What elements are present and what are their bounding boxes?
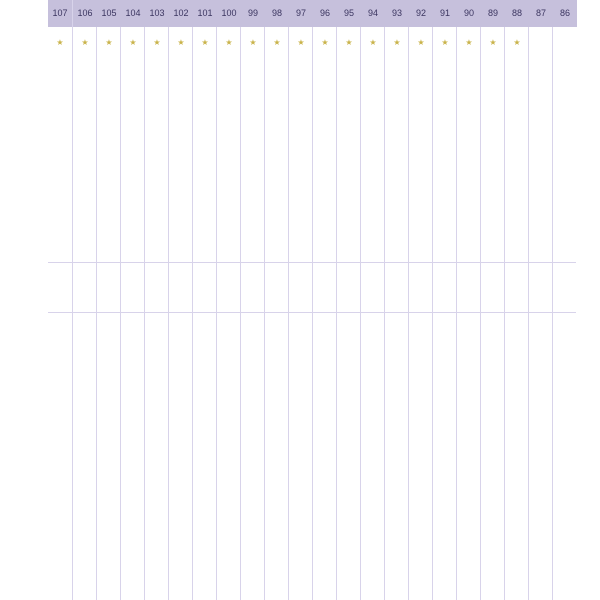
entry-number: 101 xyxy=(193,0,217,27)
example-text xyxy=(267,318,287,588)
example-text xyxy=(315,318,335,588)
rating-stars: ★ xyxy=(489,38,497,47)
idiom-text xyxy=(411,56,431,246)
idiom-column xyxy=(552,0,576,600)
entry-number: 88 xyxy=(505,0,529,27)
idiom-column xyxy=(216,0,240,600)
idiom-column xyxy=(120,0,144,600)
idiom-text xyxy=(315,56,335,246)
rating-stars: ★ xyxy=(105,38,113,47)
idiom-column xyxy=(48,0,72,600)
rating-stars: ★ xyxy=(417,38,425,47)
entry-number: 95 xyxy=(337,0,361,27)
example-text xyxy=(459,318,479,588)
example-text xyxy=(50,318,70,588)
idiom-text xyxy=(291,56,311,246)
entry-number: 91 xyxy=(433,0,457,27)
rating-stars: ★ xyxy=(321,38,329,47)
rating-stars: ★ xyxy=(297,38,305,47)
idiom-column xyxy=(408,0,432,600)
idiom-text xyxy=(555,56,575,246)
idiom-column xyxy=(168,0,192,600)
rating-stars: ★ xyxy=(129,38,137,47)
idiom-column xyxy=(432,0,456,600)
example-text xyxy=(435,318,455,588)
entry-number: 89 xyxy=(481,0,505,27)
idiom-column xyxy=(528,0,552,600)
idiom-text xyxy=(459,56,479,246)
rating-stars: ★ xyxy=(393,38,401,47)
entry-number: 99 xyxy=(241,0,265,27)
idiom-text xyxy=(435,56,455,246)
rating-stars: ★ xyxy=(201,38,209,47)
idiom-column xyxy=(240,0,264,600)
idiom-text xyxy=(147,56,167,246)
rating-stars: ★ xyxy=(369,38,377,47)
example-text xyxy=(555,318,575,588)
rating-stars: ★ xyxy=(56,38,64,47)
entry-number: 98 xyxy=(265,0,289,27)
entry-number: 96 xyxy=(313,0,337,27)
idiom-column xyxy=(192,0,216,600)
entry-number: 97 xyxy=(289,0,313,27)
rating-stars: ★ xyxy=(153,38,161,47)
example-text xyxy=(147,318,167,588)
idiom-text xyxy=(363,56,383,246)
entry-number: 100 xyxy=(217,0,241,27)
idiom-text xyxy=(219,56,239,246)
entry-number: 94 xyxy=(361,0,385,27)
idiom-column xyxy=(456,0,480,600)
rating-stars: ★ xyxy=(465,38,473,47)
idiom-text xyxy=(50,56,70,246)
entry-number: 104 xyxy=(121,0,145,27)
idiom-text xyxy=(267,56,287,246)
entry-number: 90 xyxy=(457,0,481,27)
idiom-column xyxy=(504,0,528,600)
example-text xyxy=(291,318,311,588)
idiom-text xyxy=(75,56,95,246)
example-text xyxy=(339,318,359,588)
idiom-column xyxy=(264,0,288,600)
idiom-column xyxy=(96,0,120,600)
rating-stars: ★ xyxy=(225,38,233,47)
rating-stars: ★ xyxy=(273,38,281,47)
example-text xyxy=(387,318,407,588)
entry-number: 105 xyxy=(97,0,121,27)
idiom-page xyxy=(48,0,576,600)
idiom-text xyxy=(507,56,527,246)
example-text xyxy=(219,318,239,588)
idiom-text xyxy=(339,56,359,246)
idiom-text xyxy=(171,56,191,246)
idiom-column xyxy=(144,0,168,600)
example-text xyxy=(411,318,431,588)
example-text xyxy=(507,318,527,588)
example-text xyxy=(99,318,119,588)
example-text xyxy=(75,318,95,588)
section-divider xyxy=(48,312,576,313)
example-text xyxy=(123,318,143,588)
entry-number: 92 xyxy=(409,0,433,27)
entry-number: 87 xyxy=(529,0,553,27)
rating-stars: ★ xyxy=(81,38,89,47)
entry-number: 106 xyxy=(73,0,97,27)
section-divider xyxy=(48,262,576,263)
rating-stars: ★ xyxy=(513,38,521,47)
idiom-text xyxy=(483,56,503,246)
example-text xyxy=(243,318,263,588)
example-text xyxy=(483,318,503,588)
rating-stars: ★ xyxy=(177,38,185,47)
idiom-text xyxy=(99,56,119,246)
idiom-column xyxy=(288,0,312,600)
idiom-text xyxy=(531,56,551,246)
rating-stars: ★ xyxy=(441,38,449,47)
entry-number: 103 xyxy=(145,0,169,27)
entry-number: 86 xyxy=(553,0,577,27)
idiom-column xyxy=(72,0,96,600)
idiom-text xyxy=(243,56,263,246)
idiom-column xyxy=(384,0,408,600)
idiom-text xyxy=(195,56,215,246)
example-text xyxy=(363,318,383,588)
idiom-column xyxy=(336,0,360,600)
idiom-column xyxy=(360,0,384,600)
entry-number: 102 xyxy=(169,0,193,27)
rating-stars: ★ xyxy=(249,38,257,47)
idiom-text xyxy=(387,56,407,246)
entry-number: 107 xyxy=(48,0,72,27)
example-text xyxy=(195,318,215,588)
idiom-column xyxy=(312,0,336,600)
example-text xyxy=(531,318,551,588)
entry-number: 93 xyxy=(385,0,409,27)
idiom-column xyxy=(480,0,504,600)
example-text xyxy=(171,318,191,588)
idiom-text xyxy=(123,56,143,246)
rating-stars: ★ xyxy=(345,38,353,47)
